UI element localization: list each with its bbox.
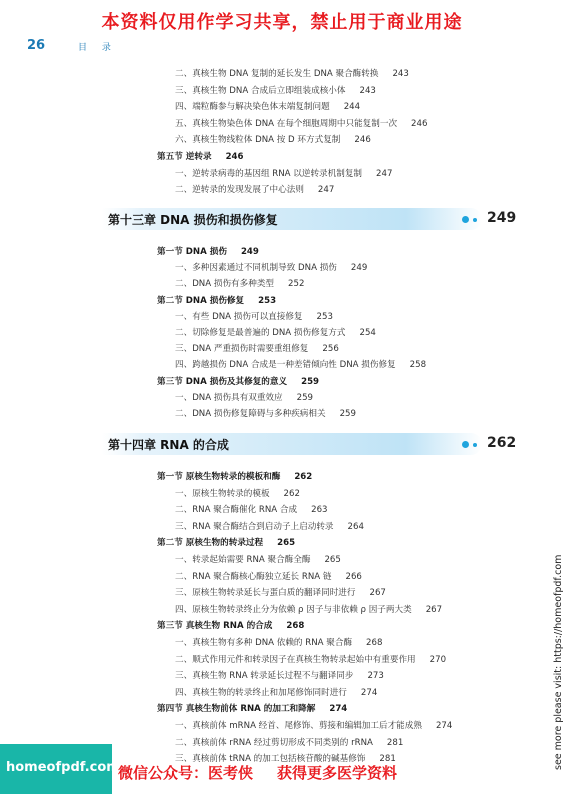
- toc-entry-title: 第二节 原核生物的转录过程: [157, 538, 264, 549]
- bullet-dot-icon: [462, 216, 469, 223]
- toc-entry-title: 第二节 DNA 损伤修复: [157, 295, 245, 306]
- toc-section-entry[interactable]: [157, 471, 312, 483]
- toc-entry-page: 252: [288, 279, 305, 290]
- toc-entry-title: 四、跨越损伤 DNA 合成是一种差错倾向性 DNA 损伤修复: [175, 360, 396, 371]
- toc-entry-title: 第三节 DNA 损伤及其修复的意义: [157, 376, 288, 387]
- toc-entry-title: 四、真核生物的转录终止和加尾修饰同时进行: [175, 687, 347, 698]
- toc-subsection-entry[interactable]: [175, 343, 339, 355]
- page-number: 26: [27, 38, 46, 53]
- toc-entry-title: 第四节 真核生物前体 RNA 的加工和降解: [157, 704, 316, 715]
- toc-subsection-entry[interactable]: [175, 118, 427, 130]
- toc-section-entry[interactable]: [157, 620, 304, 632]
- toc-entry-page: 249: [350, 263, 368, 274]
- toc-section-entry[interactable]: [157, 151, 244, 163]
- toc-entry-page: 268: [286, 621, 305, 632]
- toc-entry-page: 247: [376, 168, 393, 179]
- toc-entry-page: 268: [366, 638, 383, 648]
- toc-entry-title: 六、真核生物线粒体 DNA 按 D 环方式复制: [175, 135, 341, 146]
- toc-entry-title: 二、逆转录的发现发展了中心法则: [175, 185, 304, 196]
- toc-subsection-entry[interactable]: [175, 101, 360, 113]
- toc-entry-title: 二、DNA 损伤有多种类型: [175, 279, 275, 290]
- toc-entry-page: 244: [343, 102, 361, 113]
- toc-entry-page: 274: [360, 687, 378, 698]
- toc-entry-title: 二、切除修复是最普遍的 DNA 损伤修复方式: [175, 328, 346, 338]
- side-url-text[interactable]: see more please visit: https://homeofpdf.com: [553, 554, 564, 770]
- toc-entry-page: 246: [354, 135, 371, 146]
- toc-entry-title: 二、真核前体 rRNA 经过剪切形成不同类别的 rRNA: [175, 737, 373, 748]
- toc-entry-page: 281: [386, 737, 404, 748]
- toc-entry-page: 259: [301, 376, 320, 387]
- toc-entry-title: 四、原核生物转录终止分为依赖 ρ 因子与非依赖 ρ 因子两大类: [175, 604, 412, 615]
- toc-entry-title: 三、DNA 严重损伤时需要重组修复: [175, 344, 309, 355]
- toc-entry-page: 267: [425, 604, 443, 615]
- toc-subsection-entry[interactable]: [175, 687, 377, 699]
- toc-entry-title: 一、多种因素通过不同机制导致 DNA 损伤: [175, 263, 337, 274]
- chapter-14-page: 262: [487, 435, 517, 451]
- toc-entry-page: 243: [392, 69, 409, 79]
- bullet-dot-icon: [473, 218, 477, 222]
- more-resources-text: 获得更多医学资料: [277, 764, 398, 782]
- toc-subsection-entry[interactable]: [175, 134, 371, 146]
- toc-subsection-entry[interactable]: [175, 554, 341, 566]
- toc-entry-page: 274: [329, 704, 348, 715]
- toc-subsection-entry[interactable]: [175, 737, 403, 749]
- toc-entry-title: 三、真核生物 RNA 转录延长过程不与翻译同步: [175, 671, 354, 682]
- toc-entry-title: 二、RNA 聚合酶核心酶独立延长 RNA 链: [175, 571, 332, 582]
- toc-entry-page: 256: [322, 344, 339, 355]
- toc-subsection-entry[interactable]: [175, 637, 382, 649]
- site-logo[interactable]: [0, 744, 120, 794]
- toc-subsection-entry[interactable]: [175, 184, 334, 196]
- toc-subsection-entry[interactable]: [175, 521, 364, 533]
- toc-entry-title: 二、RNA 聚合酶催化 RNA 合成: [175, 505, 298, 516]
- toc-entry-page: 262: [294, 472, 313, 482]
- running-title: 目 录: [78, 43, 117, 53]
- chapter-14-title: 第十四章 RNA 的合成: [108, 438, 229, 452]
- chapter-13-title: 第十三章 DNA 损伤和损伤修复: [108, 213, 278, 227]
- toc-section-entry[interactable]: [157, 246, 259, 258]
- toc-entry-title: 三、原核生物转录延长与蛋白质的翻译同时进行: [175, 588, 356, 599]
- toc-entry-title: 第一节 DNA 损伤: [157, 247, 227, 257]
- chapter-13-page: 249: [487, 210, 517, 226]
- toc-section-entry[interactable]: [157, 376, 319, 388]
- toc-entry-title: 一、原核生物转录的模板: [175, 488, 270, 499]
- toc-entry-page: 243: [359, 85, 376, 96]
- toc-entry-page: 281: [379, 754, 396, 765]
- toc-subsection-entry[interactable]: [175, 85, 376, 97]
- toc-entry-title: 一、真核前体 mRNA 经首、尾修饰、剪接和编辑加工后才能成熟: [175, 721, 422, 731]
- toc-subsection-entry[interactable]: [175, 571, 362, 583]
- toc-subsection-entry[interactable]: [175, 168, 392, 180]
- toc-entry-page: 247: [317, 185, 335, 196]
- toc-entry-page: 265: [277, 538, 296, 549]
- wechat-account-text: 微信公众号：医考侠: [118, 764, 254, 782]
- toc-subsection-entry[interactable]: [175, 68, 409, 80]
- watermark-bottom: [118, 762, 397, 783]
- toc-entry-title: 二、顺式作用元件和转录因子在真核生物转录起始中有重要作用: [175, 654, 416, 665]
- toc-entry-page: 266: [345, 571, 362, 582]
- toc-subsection-entry[interactable]: [175, 670, 384, 682]
- toc-entry-page: 270: [429, 654, 447, 665]
- toc-entry-page: 267: [369, 588, 386, 599]
- toc-entry-page: 274: [435, 721, 453, 731]
- toc-section-entry[interactable]: [157, 537, 295, 549]
- toc-subsection-entry[interactable]: [175, 654, 446, 666]
- toc-entry-page: 259: [296, 392, 314, 403]
- toc-entry-page: 253: [316, 311, 333, 322]
- toc-entry-title: 一、DNA 损伤具有双重效应: [175, 392, 283, 403]
- toc-subsection-entry[interactable]: [175, 720, 452, 732]
- toc-entry-page: 258: [409, 360, 427, 371]
- toc-entry-title: 第三节 真核生物 RNA 的合成: [157, 621, 273, 632]
- toc-entry-title: 第五节 逆转录: [157, 152, 212, 162]
- toc-entry-page: 253: [258, 295, 277, 306]
- toc-entry-title: 一、转录起始需要 RNA 聚合酶全酶: [175, 555, 311, 565]
- toc-entry-page: 246: [225, 152, 244, 162]
- toc-subsection-entry[interactable]: [175, 359, 426, 371]
- toc-subsection-entry[interactable]: [175, 278, 304, 290]
- toc-entry-page: 263: [311, 505, 328, 516]
- toc-entry-page: 254: [359, 328, 376, 338]
- toc-subsection-entry[interactable]: [175, 504, 328, 516]
- toc-entry-title: 二、DNA 损伤修复障碍与多种疾病相关: [175, 409, 326, 419]
- toc-entry-title: 三、RNA 聚合酶结合到启动子上启动转录: [175, 521, 334, 532]
- chapter-14-banner[interactable]: [102, 433, 482, 455]
- toc-entry-title: 三、真核前体 tRNA 的加工包括核苷酸的碱基修饰: [175, 754, 366, 765]
- toc-entry-page: 249: [240, 247, 259, 257]
- toc-entry-title: 第一节 原核生物转录的模板和酶: [157, 472, 281, 482]
- toc-subsection-entry[interactable]: [175, 262, 367, 274]
- site-logo-text: homeofpdf.com: [6, 760, 120, 775]
- toc-subsection-entry[interactable]: [175, 392, 313, 404]
- toc-subsection-entry[interactable]: [175, 604, 442, 616]
- toc-subsection-entry[interactable]: [175, 488, 300, 500]
- bullet-dot-icon: [462, 441, 469, 448]
- toc-entry-page: 273: [367, 671, 384, 682]
- bullet-dot-icon: [473, 443, 477, 447]
- toc-entry-title: 一、真核生物有多种 DNA 依赖的 RNA 聚合酶: [175, 638, 353, 648]
- toc-entry-title: 五、真核生物染色体 DNA 在每个细胞周期中只能复制一次: [175, 118, 398, 129]
- toc-entry-title: 四、端粒酶参与解决染色体末端复制问题: [175, 102, 330, 113]
- chapter-13-banner[interactable]: [102, 208, 482, 230]
- toc-entry-title: 一、逆转录病毒的基因组 RNA 以逆转录机制复制: [175, 168, 363, 179]
- toc-entry-page: 246: [411, 118, 428, 129]
- toc-entry-page: 259: [339, 409, 356, 419]
- toc-entry-page: 264: [347, 521, 364, 532]
- toc-entry-title: 二、真核生物 DNA 复制的延长发生 DNA 聚合酶转换: [175, 69, 379, 79]
- toc-subsection-entry[interactable]: [175, 327, 376, 339]
- watermark-top: 本资料仅用作学习共享，禁止用于商业用途: [101, 12, 463, 33]
- toc-subsection-entry[interactable]: [175, 408, 356, 420]
- toc-entry-title: 一、有些 DNA 损伤可以直接修复: [175, 311, 303, 322]
- toc-section-entry[interactable]: [157, 703, 347, 715]
- toc-subsection-entry[interactable]: [175, 587, 386, 599]
- toc-section-entry[interactable]: [157, 295, 276, 307]
- toc-entry-title: 三、真核生物 DNA 合成后立即组装成核小体: [175, 85, 346, 96]
- toc-subsection-entry[interactable]: [175, 311, 333, 323]
- toc-entry-page: 262: [283, 488, 300, 499]
- toc-entry-page: 265: [324, 555, 341, 565]
